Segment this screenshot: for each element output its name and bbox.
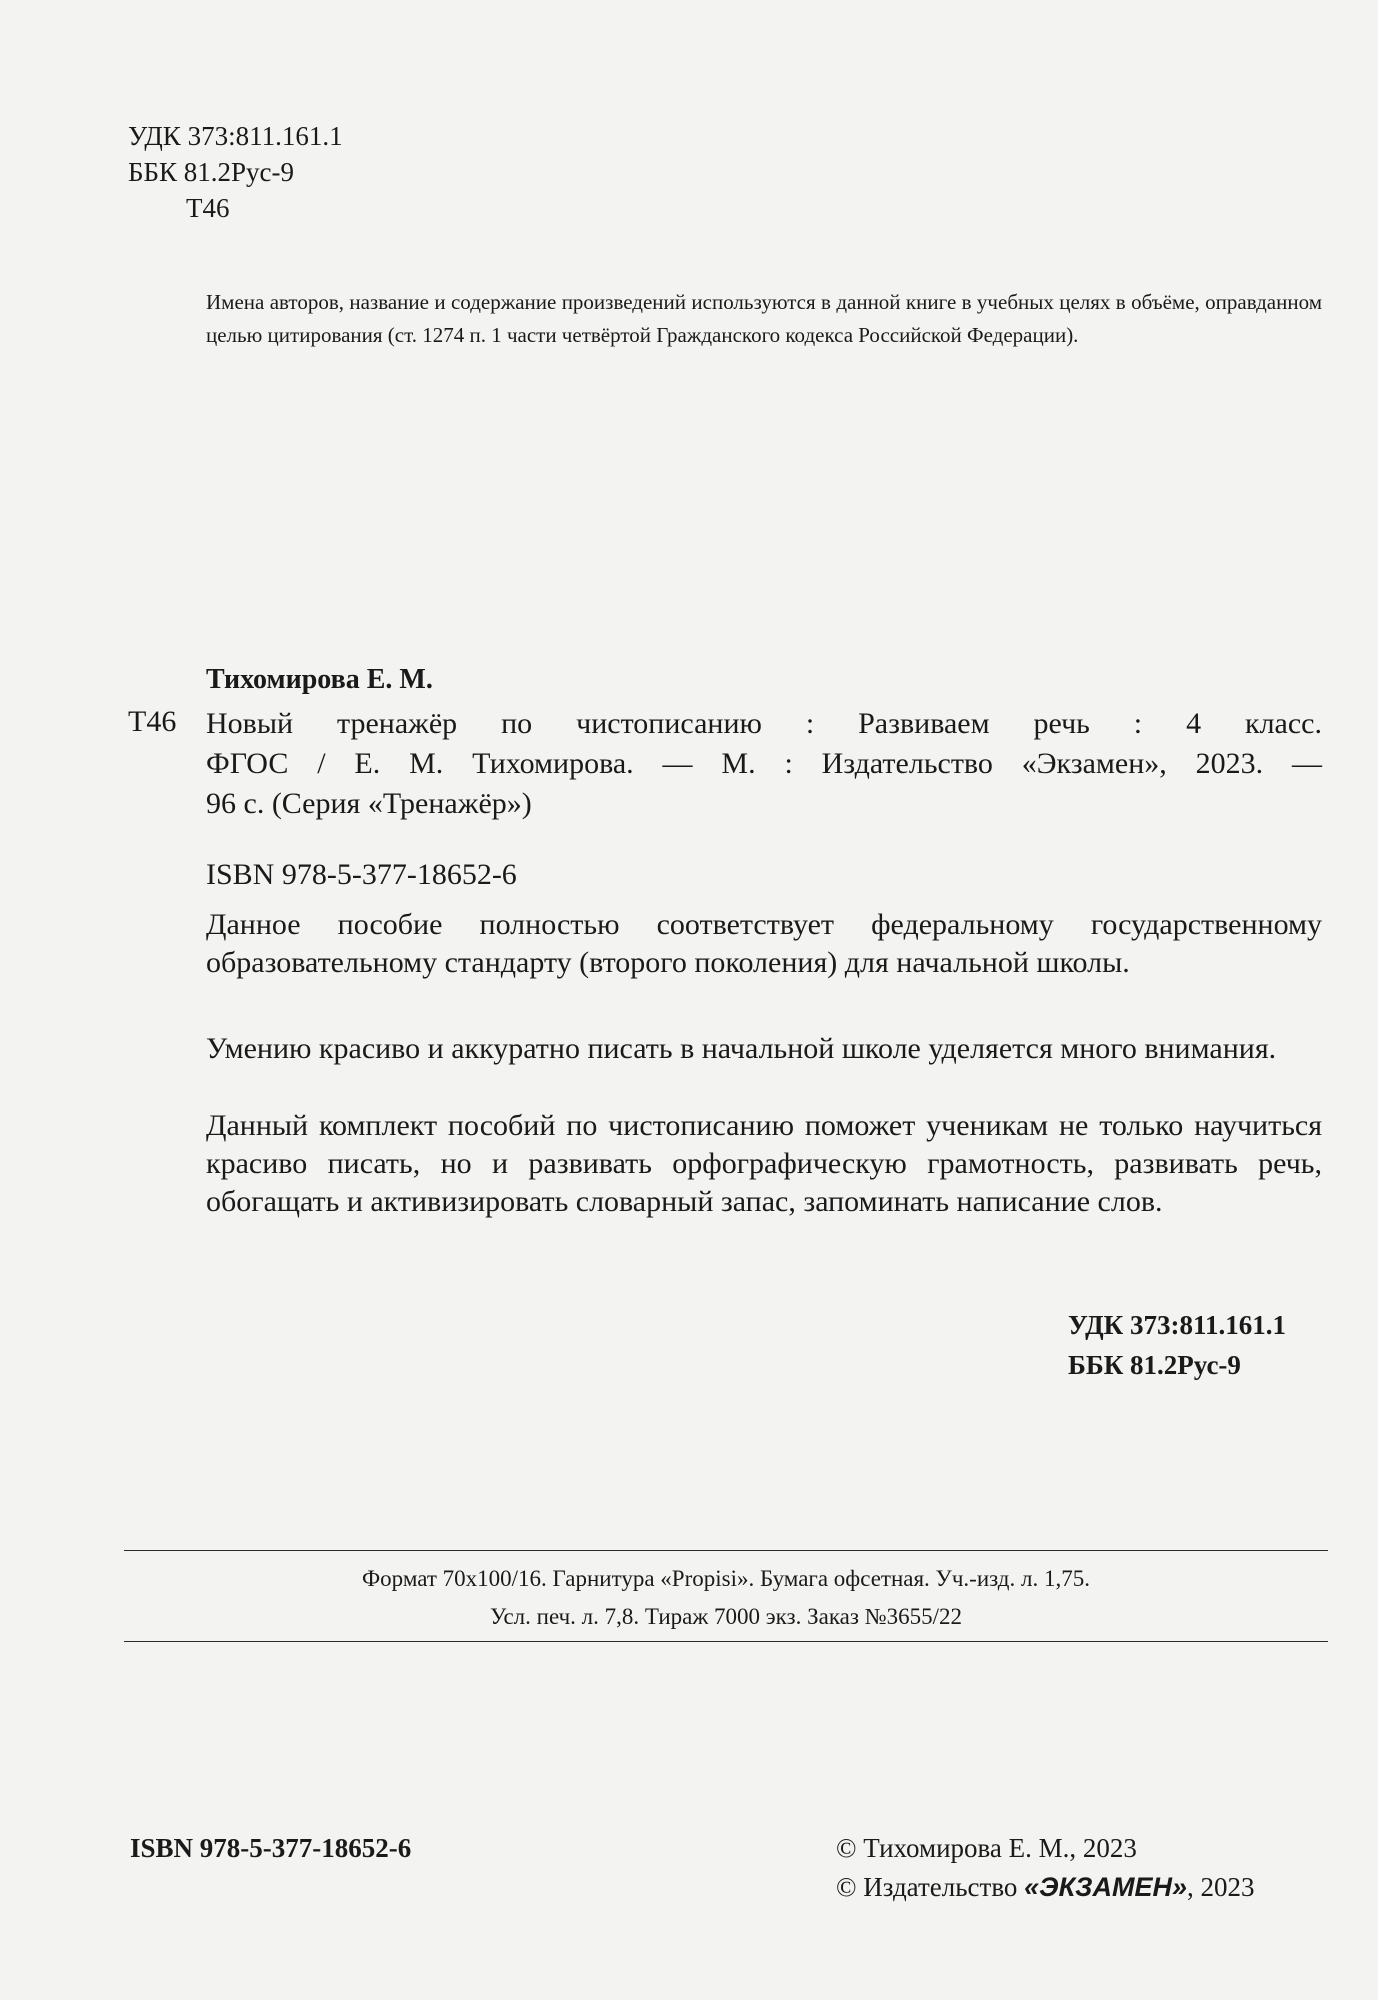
imprint-top-rule: [124, 1550, 1328, 1551]
udk-code: УДК 373:811.161.1: [128, 121, 343, 151]
copyright-notice: Имена авторов, название и содержание произведений используются в данной книге в учебных целях в объёме, оправданном целью цитирования (ст. 1274 п. 1 части четвёртой Гражданского кодекса Российской Федерации).: [206, 290, 1322, 347]
biblio-line-3: 96 с. (Серия «Тренажёр»): [206, 787, 532, 820]
right-classification-codes: [1068, 1305, 1286, 1385]
publisher-brand: «ЭКЗАМЕН»: [1024, 1872, 1188, 1902]
author-mark-left: Т46: [128, 705, 177, 738]
bbk-code: ББК 81.2Рус-9: [128, 157, 295, 187]
author-name: Тихомирова Е. М.: [206, 664, 433, 695]
biblio-line-2: ФГОС / Е. М. Тихомирова. — М. : Издательство «Экзамен», 2023. —: [206, 747, 1322, 780]
copyright-suffix: , 2023: [1187, 1872, 1255, 1902]
author-mark: Т46: [186, 193, 230, 223]
isbn-main: ISBN 978-5-377-18652-6: [206, 858, 517, 891]
annotation-paragraph-1: Данное пособие полностью соответствует федеральному государственному образовательному стандарту (второго поколения) для начальной школы.: [206, 908, 1322, 979]
right-bbk-code: ББК 81.2Рус-9: [1068, 1350, 1241, 1380]
annotation-paragraph-2: Умению красиво и аккуратно писать в начальной школе уделяется много внимания.: [206, 1032, 1277, 1065]
imprint-line-2: Усл. печ. л. 7,8. Тираж 7000 экз. Заказ №3655/22: [489, 1604, 963, 1629]
annotation-paragraph-3: Данный комплект пособий по чистописанию поможет ученикам не только научиться красиво писать, но и развивать орфографическую грамотность, развивать речь, обогащать и активизировать словарный запас, запоминать написание слов.: [206, 1109, 1322, 1218]
copyright-author: © Тихомирова Е. М., 2023: [836, 1833, 1137, 1863]
isbn-bottom: ISBN 978-5-377-18652-6: [130, 1833, 412, 1863]
right-udk-code: УДК 373:811.161.1: [1068, 1310, 1286, 1340]
imprint-line-1: Формат 70х100/16. Гарнитура «Propisi». Бумага офсетная. Уч.-изд. л. 1,75.: [362, 1566, 1090, 1591]
imprint-bottom-rule: [124, 1641, 1328, 1642]
classification-codes: [128, 118, 343, 226]
biblio-line-1: Новый тренажёр по чистописанию : Развиваем речь : 4 класс.: [206, 707, 1322, 740]
bibliographic-record: [206, 704, 1322, 824]
copyright-prefix: © Издательство: [836, 1872, 1025, 1902]
copyright-publisher: [836, 1872, 1255, 1903]
